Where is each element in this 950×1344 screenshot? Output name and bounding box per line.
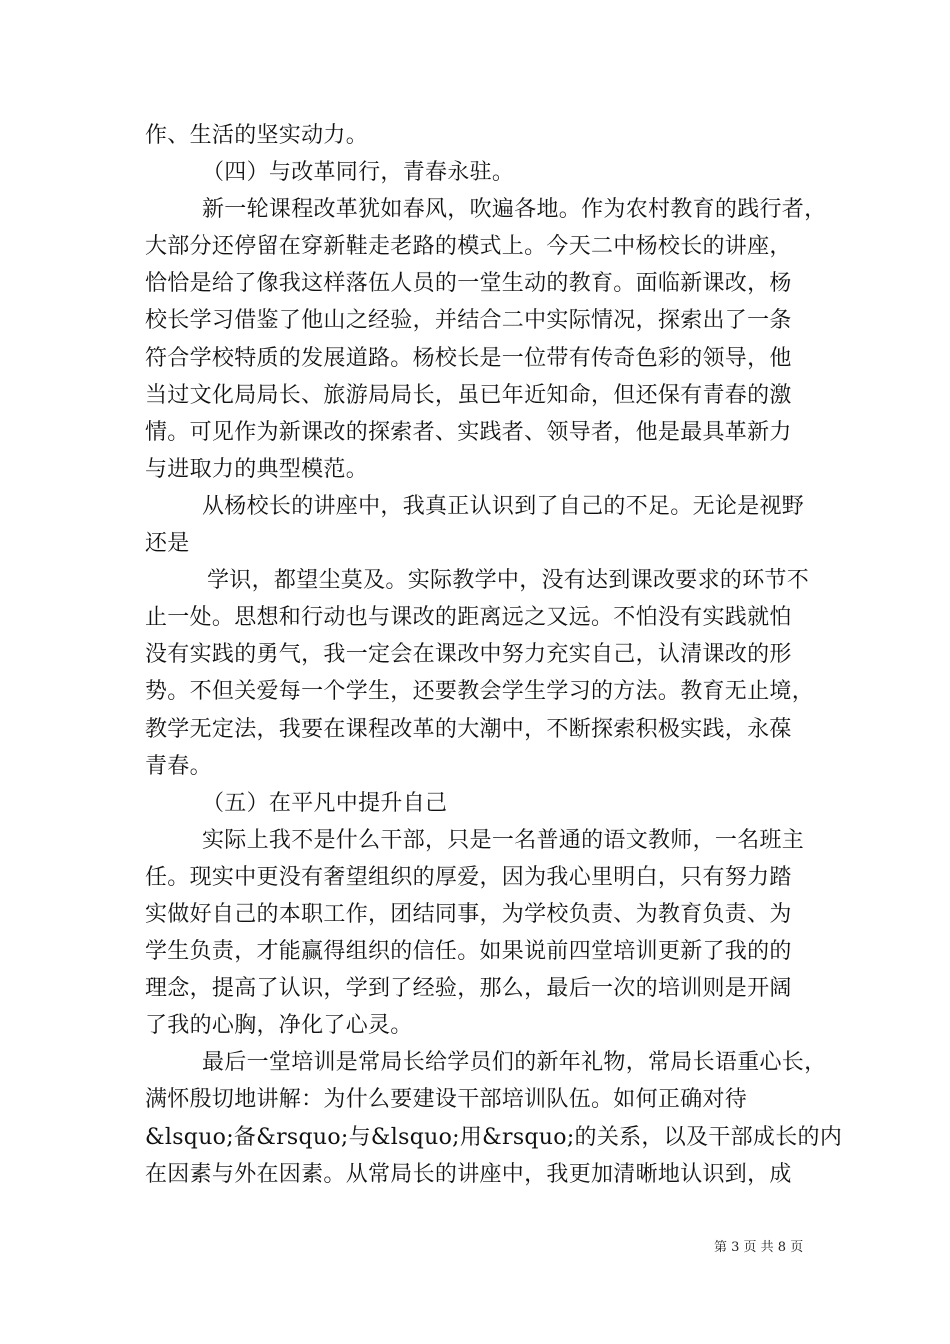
text-line: 恰恰是给了像我这样落伍人员的一堂生动的教育。面临新课改，杨: [145, 271, 792, 297]
section-heading: （四）与改革同行，青春永驻。: [202, 160, 515, 186]
text-line: 情。可见作为新课改的探索者、实践者、领导者，他是最具革新力: [145, 419, 792, 445]
text-line: 教学无定法，我要在课程改革的大潮中，不断探索积极实践，永葆: [145, 716, 792, 742]
text-line: 最后一堂培训是常局长给学员们的新年礼物，常局长语重心长，: [202, 1050, 827, 1076]
text-line: 没有实践的勇气，我一定会在课改中努力充实自己，认清课改的形: [145, 642, 792, 668]
text-line: 势。不但关爱每一个学生，还要教会学生学习的方法。教育无止境，: [145, 679, 815, 705]
text-line: 大部分还停留在穿新鞋走老路的模式上。今天二中杨校长的讲座，: [145, 234, 792, 260]
text-line: 理念，提高了认识，学到了经验，那么，最后一次的培训则是开阔: [145, 976, 792, 1002]
text-line: 任。现实中更没有奢望组织的厚爱，因为我心里明白，只有努力踏: [145, 864, 792, 890]
text-line: 了我的心胸，净化了心灵。: [145, 1013, 413, 1039]
text-line: 实际上我不是什么干部，只是一名普通的语文教师，一名班主: [202, 827, 805, 853]
text-line: 实做好自己的本职工作，团结同事，为学校负责、为教育负责、为: [145, 901, 792, 927]
text-line: 校长学习借鉴了他山之经验，并结合二中实际情况，探索出了一条: [145, 308, 792, 334]
text-line: 止一处。思想和行动也与课改的距离远之又远。不怕没有实践就怕: [145, 605, 792, 631]
text-line: 在因素与外在因素。从常局长的讲座中，我更加清晰地认识到，成: [145, 1161, 792, 1187]
text-line: 青春。: [145, 753, 212, 779]
section-heading: （五）在平凡中提升自己: [202, 790, 448, 816]
text-line: 与进取力的典型模范。: [145, 456, 369, 482]
document-body: [145, 117, 843, 1193]
page-number-footer: 第 3 页 共 8 页: [714, 1240, 804, 1255]
text-line: 从杨校长的讲座中，我真正认识到了自己的不足。无论是视野: [202, 493, 805, 519]
text-line: 符合学校特质的发展道路。杨校长是一位带有传奇色彩的领导，他: [145, 345, 792, 371]
text-line: 当过文化局局长、旅游局局长，虽已年近知命，但还保有青春的激: [145, 382, 792, 408]
text-line: &lsquo;备&rsquo;与&lsquo;用&rsquo;的关系，以及干部成长的内: [145, 1124, 843, 1150]
text-line: 作、生活的坚实动力。: [145, 123, 369, 148]
text-line: 学生负责，才能赢得组织的信任。如果说前四堂培训更新了我的的: [145, 939, 792, 965]
text-line: 满怀殷切地讲解：为什么要建设干部培训队伍。如何正确对待: [145, 1087, 748, 1113]
text-line: 还是: [145, 531, 190, 557]
text-line: 学识，都望尘莫及。实际教学中，没有达到课改要求的环节不: [207, 568, 810, 594]
text-line: 新一轮课程改革犹如春风，吹遍各地。作为农村教育的践行者，: [202, 197, 827, 223]
